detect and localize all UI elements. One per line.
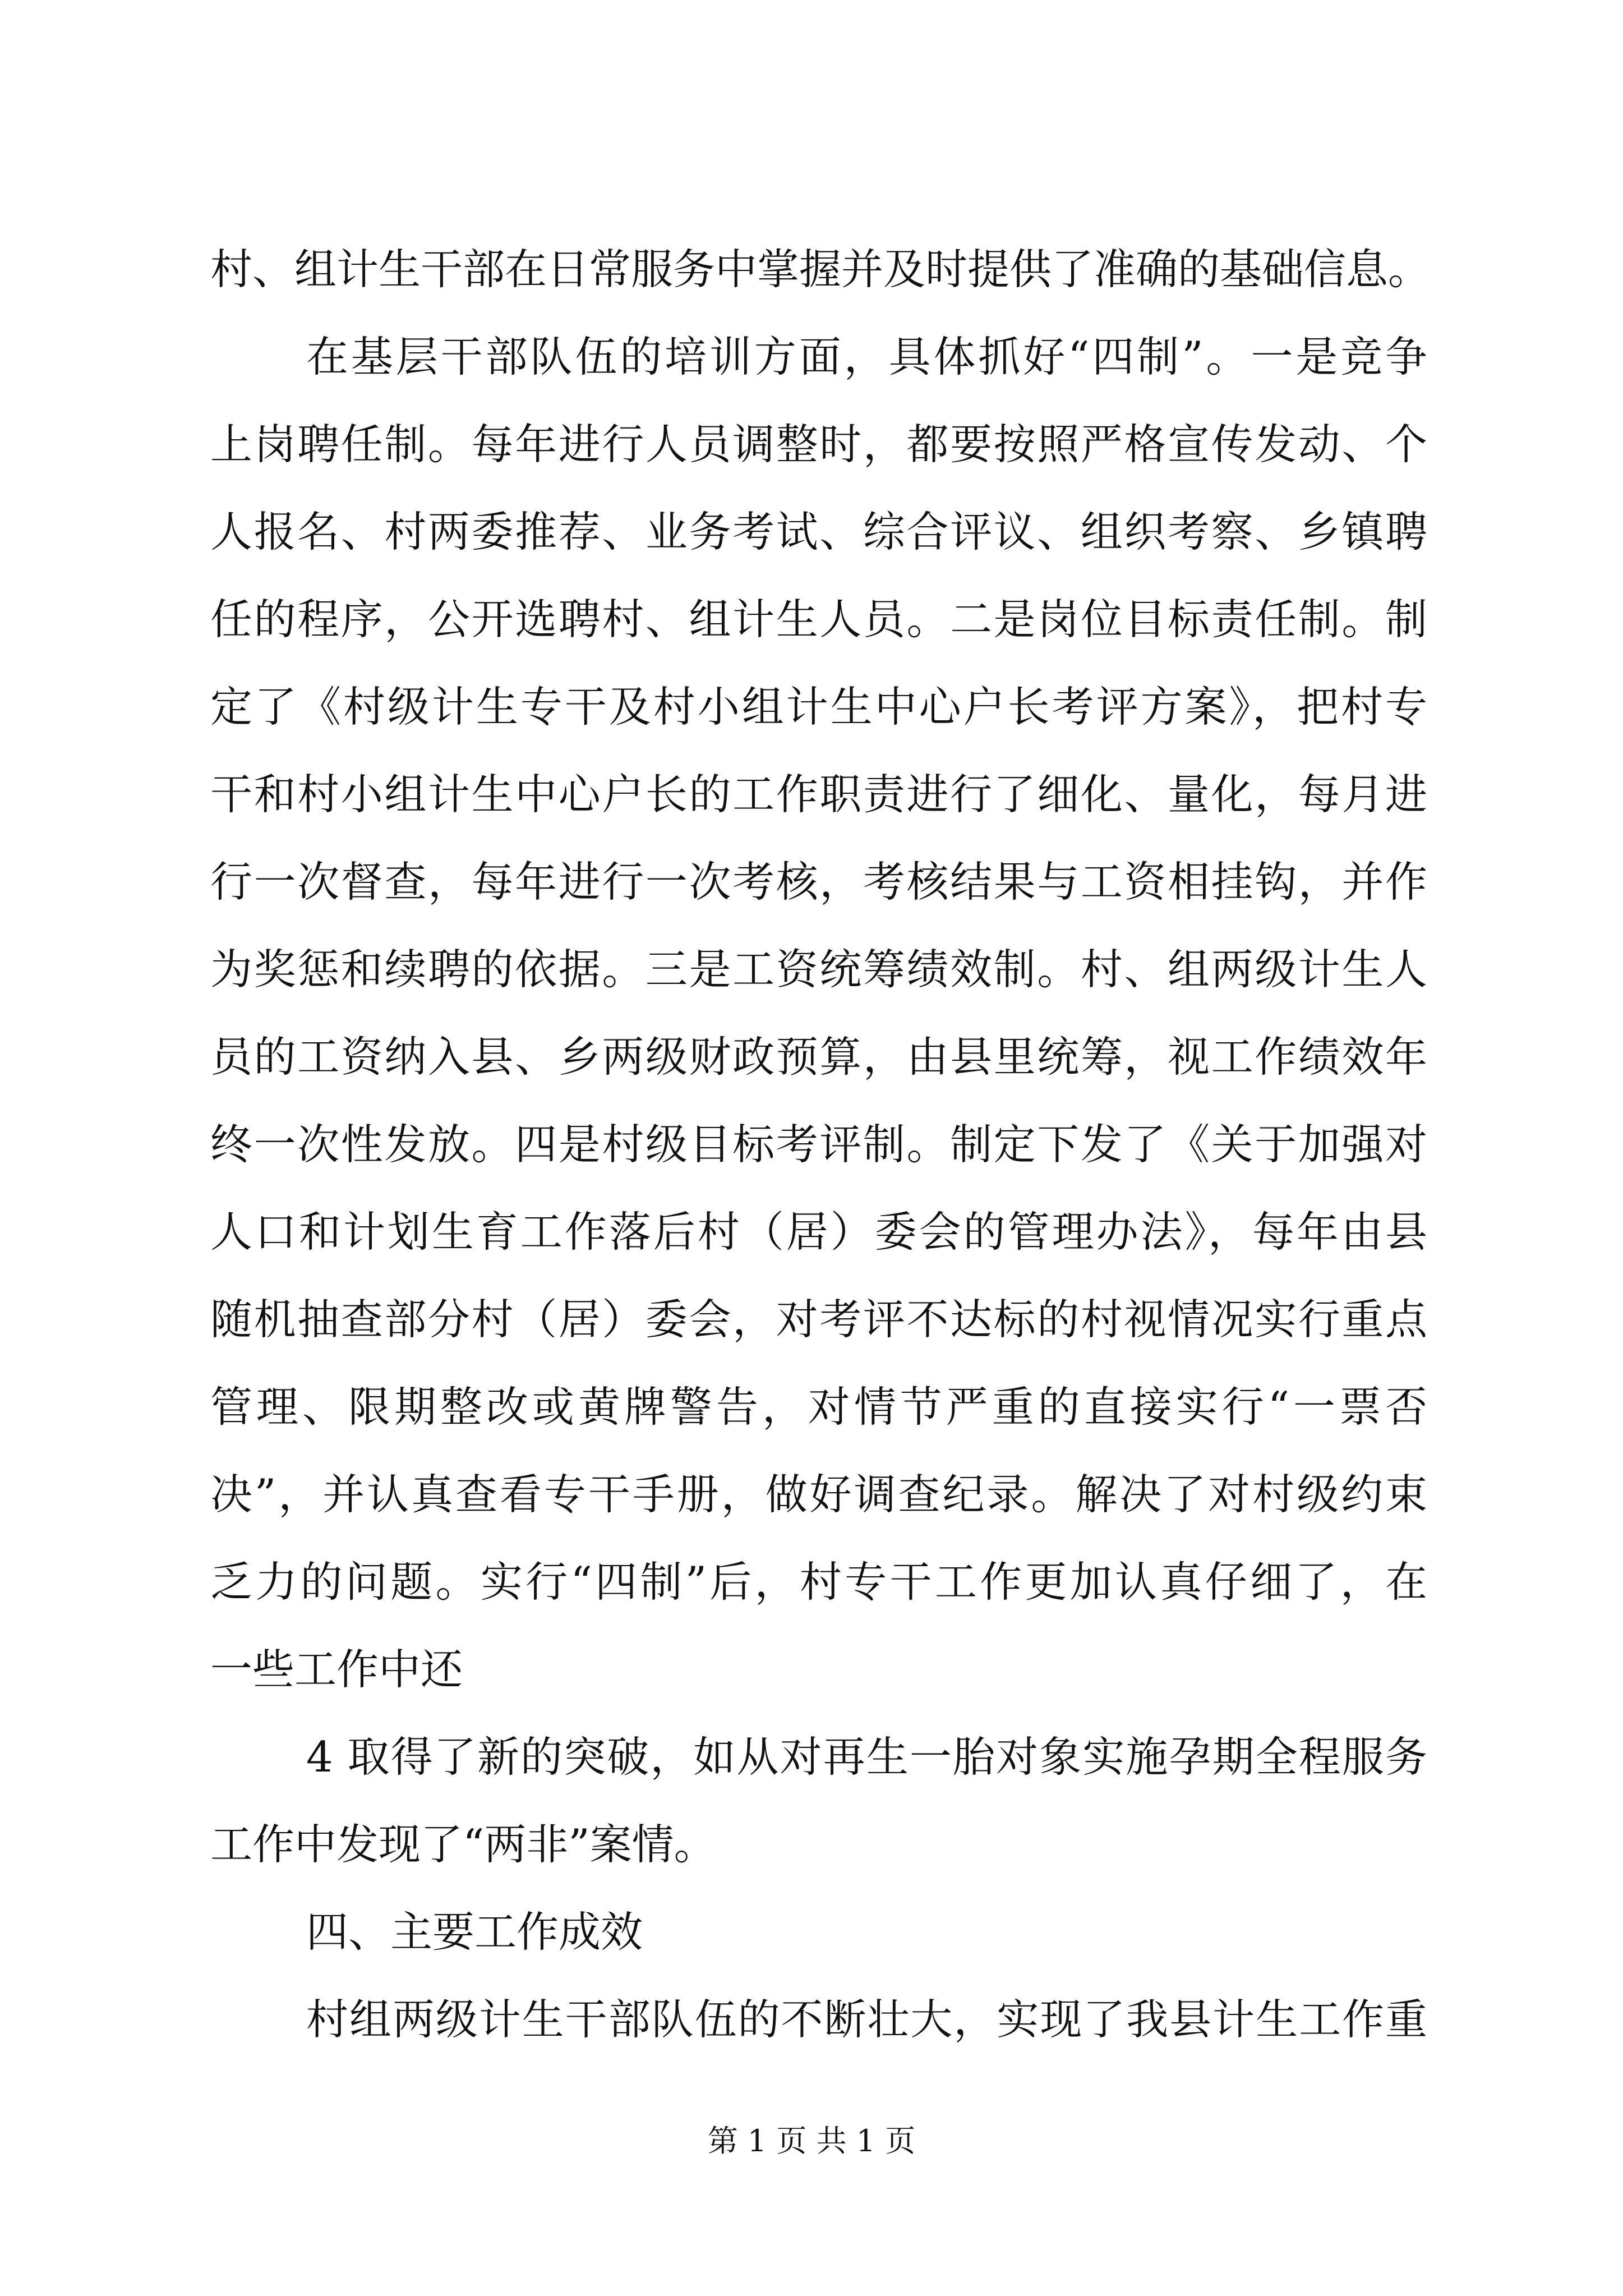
- text-line: 定了《村级计生专干及村小组计生中心户长考评方案》，把村专: [210, 682, 1427, 731]
- text-line: 决”，并认真查看专干手册，做好调查纪录。解决了对村级约束: [210, 1470, 1427, 1519]
- text-line: 乏力的问题。实行“四制”后，村专干工作更加认真仔细了，在: [210, 1557, 1427, 1607]
- page-footer: 第 1 页 共 1 页: [707, 2123, 916, 2159]
- text-line: 工作中发现了“两非”案情。: [210, 1820, 716, 1869]
- text-line: 上岗聘任制。每年进行人员调整时，都要按照严格宣传发动、个: [210, 420, 1427, 469]
- text-line: 干和村小组计生中心户长的工作职责进行了细化、量化，每月进: [210, 770, 1427, 819]
- text-line: 人口和计划生育工作落后村（居）委会的管理办法》，每年由县: [210, 1207, 1427, 1257]
- text-line: 任的程序，公开选聘村、组计生人员。二是岗位目标责任制。制: [210, 595, 1427, 644]
- text-line: 随机抽查部分村（居）委会，对考评不达标的村视情况实行重点: [210, 1295, 1427, 1344]
- text-line: 员的工资纳入县、乡两级财政预算，由县里统筹，视工作绩效年: [210, 1032, 1427, 1082]
- text-line: 在基层干部队伍的培训方面，具体抓好“四制”。一是竞争: [306, 332, 1427, 381]
- text-line: 终一次性发放。四是村级目标考评制。制定下发了《关于加强对: [210, 1120, 1427, 1169]
- text-line: 村组两级计生干部队伍的不断壮大，实现了我县计生工作重: [306, 1995, 1427, 2044]
- text-line: 行一次督查，每年进行一次考核，考核结果与工资相挂钩，并作: [210, 857, 1427, 907]
- text-line: 4 取得了新的突破，如从对再生一胎对象实施孕期全程服务: [306, 1732, 1427, 1782]
- text-line: 人报名、村两委推荐、业务考试、综合评议、组织考察、乡镇聘: [210, 507, 1427, 556]
- text-line: 一些工作中还: [210, 1645, 463, 1694]
- text-line: 四、主要工作成效: [306, 1907, 643, 1957]
- text-line: 为奖惩和续聘的依据。三是工资统筹绩效制。村、组两级计生人: [210, 945, 1427, 994]
- text-line: 村、组计生干部在日常服务中掌握并及时提供了准确的基础信息。: [210, 245, 1431, 294]
- text-line: 管理、限期整改或黄牌警告，对情节严重的直接实行“一票否: [210, 1382, 1427, 1432]
